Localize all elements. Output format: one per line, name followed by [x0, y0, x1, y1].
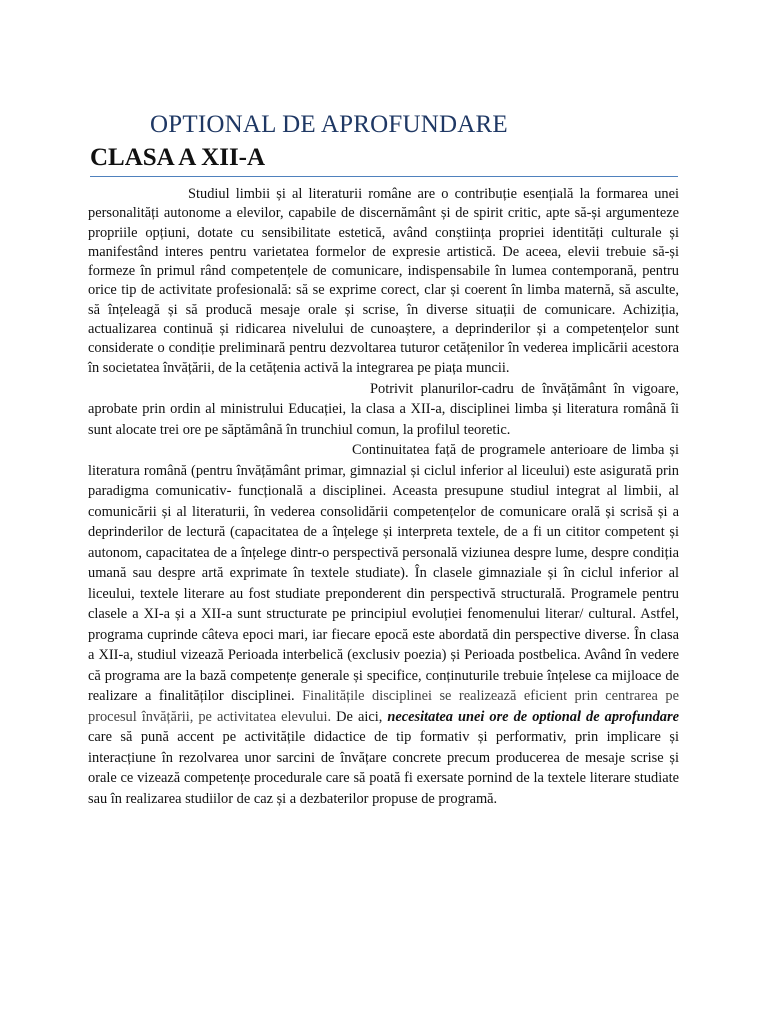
paragraph-intro: Studiul limbii și al literaturii române are o contribuție esențială la formarea unei personalități autonome a elevilor, capabile de discernământ și de spirit critic, apte să-și argumenteze propriile opțiuni, dotate cu sensibilitate estetică, având conștiința propriei identități culturale și manifestând interes pentru varietatea formelor de expresie artistică. De aceea, elevii trebuie să-și formeze în primul rând competențele de comunicare, indispensabile în lumea contemporană, pentru orice tip de activitate profesională: să se exprime corect, clar și coerent în limba maternă, să asculte, să înțeleagă și să producă mesaje orale și scrise, în diverse situații de comunicare. Achiziția, actualizarea continuă și ridicarea nivelului de cunoaștere, a deprinderilor și a competențelor sunt considerate o condiție preliminară pentru dezvoltarea tuturor cetățenilor în vederea implicării acestora în societatea învățării, de la cetățenia activă la integrarea pe piața muncii.	[88, 186, 679, 376]
emphasis-optional-necessity: necesitatea unei ore de optional de aprofundare	[387, 708, 679, 725]
paragraph-finalities-text: Finalitățile disciplinei se realizează eficient prin centrarea pe procesul învățării, pe activitatea elevului.	[88, 688, 680, 725]
paragraph-lead-in-text: De aici,	[336, 708, 383, 725]
document-body	[88, 185, 679, 809]
paragraph-closing-text: care să pună accent pe activitățile didactice de tip formativ și performativ, prin implicare și interacțiune în rezolvarea unor sarcini de învățare concrete precum producerea de mesaje scrise și orale ce vizează competențe procedurale care să poată fi exersate pornind de la textele literare studiate sau în realizarea studiilor de caz și a dezbaterilor propuse de programă.	[88, 729, 679, 807]
title-divider	[90, 176, 678, 177]
paragraph-continuity	[88, 440, 679, 809]
document-title: OPTIONAL DE APROFUNDARE	[150, 111, 508, 138]
document-subtitle: CLASA A XII-A	[90, 144, 266, 171]
paragraph-curriculum-plan: Potrivit planurilor-cadru de învățământ în vigoare, aprobate prin ordin al ministrului Educației, la clasa a XII-a, disciplinei limba și literatura română îi sunt alocate trei ore pe săptămână în trunchiul comun, la profilul teoretic.	[88, 380, 679, 438]
paragraph-continuity-text: Continuitatea față de programele anterioare de limba și literatura română (pentru învățământ primar, gimnazial și ciclul inferior al liceului) este asigurată prin paradigma comunicativ- funcțională a disciplinei. Aceasta presupune studiul integrat al limbii, al comunicării și al literaturii, în vederea consolidării competențelor de comunicare orală și scrisă și a deprinderilor de lectură (capacitatea de a înțelege și interpreta textele, de a fi un cititor competent și autonom, capacitatea de a înțelege dintr-o perspectivă personală viziunea despre lume, despre condiția umană sau despre artă exprimate în textele studiate). În clasele gimnaziale și în ciclul inferior al liceului, textele literare au fost studiate preponderent din perspectivă structurală. Programele pentru clasele a XI-a și a XII-a sunt structurate pe principiul evoluției fenomenului literar/ cultural. Astfel, programa cuprinde câteva epoci mari, iar fiecare epocă este abordată din perspective diverse. În clasa a XII-a, studiul vizează Perioada interbelică (exclusiv poezia) și Perioada postbelica. Având în vedere că programa are la bază competențe generale și specifice, conținuturile trebuie înțelese ca mijloace de realizare a finalităților disciplinei.	[88, 442, 679, 705]
